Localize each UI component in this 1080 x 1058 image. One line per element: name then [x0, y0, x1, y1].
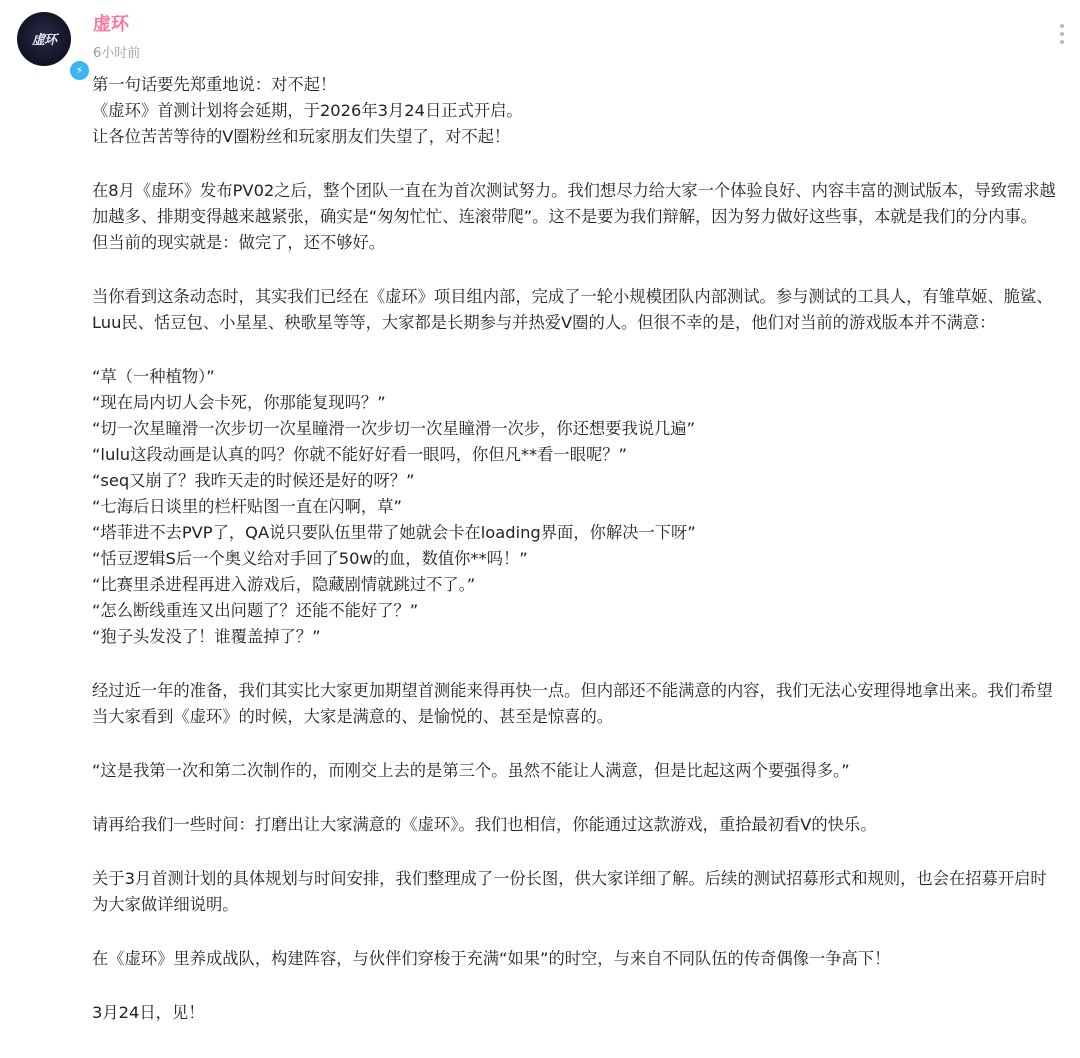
text-line: 让各位苦苦等待的V圈粉丝和玩家朋友们失望了，对不起！ [92, 127, 511, 146]
text-line: 当你看到这条动态时，其实我们已经在《虚环》项目组内部，完成了一轮小规模团队内部测试。参与测试的工具人，有雏草姬、脆鲨、 [92, 287, 1053, 306]
paragraph [92, 758, 1080, 784]
paragraph [92, 1000, 1080, 1026]
text-line: 3月24日，见！ [92, 1003, 205, 1022]
avatar[interactable] [17, 12, 84, 77]
text-line: “怎么断线重连又出问题了？还能不能好了？” [92, 601, 419, 620]
post-content [92, 72, 1080, 1054]
text-line: 当大家看到《虚环》的时候，大家是满意的、是愉悦的、甚至是惊喜的。 [92, 707, 614, 726]
text-line: 为大家做详细说明。 [92, 895, 239, 914]
text-line: “现在局内切人会卡死，你那能复现吗？” [92, 393, 386, 412]
text-line: 加越多、排期变得越来越紧张，确实是“匆匆忙忙、连滚带爬”。这不是要为我们辩解，因为努力做好这些事，本就是我们的分内事。 [92, 207, 1037, 226]
post-time: 6小时前 [93, 46, 141, 61]
text-line: 在《虚环》里养成战队，构建阵容，与伙伴们穿梭于充满“如果”的时空，与来自不同队伍的传奇偶像一争高下！ [92, 949, 891, 968]
text-line: 关于3月首测计划的具体规划与时间安排，我们整理成了一份长图，供大家详细了解。后续的测试招募形式和规则，也会在招募开启时 [92, 869, 1047, 888]
paragraph [92, 946, 1080, 972]
verified-lightning-icon: ⚡ [68, 59, 91, 82]
text-line: “狍子头发没了！谁覆盖掉了？” [92, 627, 321, 646]
text-line: “塔菲进不去PVP了，QA说只要队伍里带了她就会卡在loading界面，你解决一下呀” [92, 523, 696, 542]
text-line: 《虚环》首测计划将会延期，于2026年3月24日正式开启。 [92, 101, 523, 120]
more-options-icon[interactable] [1060, 24, 1066, 48]
text-line: 第一句话要先郑重地说：对不起！ [92, 75, 337, 94]
text-line: “草（一种植物）” [92, 367, 215, 386]
paragraph [92, 72, 1080, 150]
text-line: “lulu这段动画是认真的吗？你就不能好好看一眼吗，你但凡**看一眼呢？” [92, 445, 627, 464]
paragraph [92, 284, 1080, 336]
text-line: 请再给我们一些时间：打磨出让大家满意的《虚环》。我们也相信，你能通过这款游戏，重拾最初看V的快乐。 [92, 815, 877, 834]
text-line: 经过近一年的准备，我们其实比大家更加期望首测能来得再快一点。但内部还不能满意的内容，我们无法心安理得地拿出来。我们希望 [92, 681, 1053, 700]
text-line: Luu民、恬豆包、小星星、秧歌星等等，大家都是长期参与并热爱V圈的人。但很不幸的是，他们对当前的游戏版本并不满意： [92, 313, 996, 332]
text-line: “切一次星瞳滑一次步切一次星瞳滑一次步切一次星瞳滑一次步，你还想要我说几遍” [92, 419, 695, 438]
text-line: 但当前的现实就是：做完了，还不够好。 [92, 233, 386, 252]
paragraph [92, 866, 1080, 918]
author-name[interactable]: 虚环 [93, 14, 129, 35]
text-line: 在8月《虚环》发布PV02之后，整个团队一直在为首次测试努力。我们想尽力给大家一个体验良好、内容丰富的测试版本，导致需求越 [92, 181, 1056, 200]
text-line: “比赛里杀进程再进入游戏后，隐藏剧情就跳过不了。” [92, 575, 476, 594]
text-line: “七海后日谈里的栏杆贴图一直在闪啊，草” [92, 497, 402, 516]
paragraph [92, 812, 1080, 838]
paragraph [92, 364, 1080, 650]
paragraph [92, 678, 1080, 730]
text-line: “恬豆逻辑S后一个奥义给对手回了50w的血，数值你**吗！” [92, 549, 528, 568]
text-line: “这是我第一次和第二次制作的，而刚交上去的是第三个。虽然不能让人满意，但是比起这两个要强得多。” [92, 761, 850, 780]
paragraph [92, 178, 1080, 256]
text-line: “seq又崩了？我昨天走的时候还是好的呀？” [92, 471, 415, 490]
avatar-logo: 虚环 [31, 33, 56, 48]
